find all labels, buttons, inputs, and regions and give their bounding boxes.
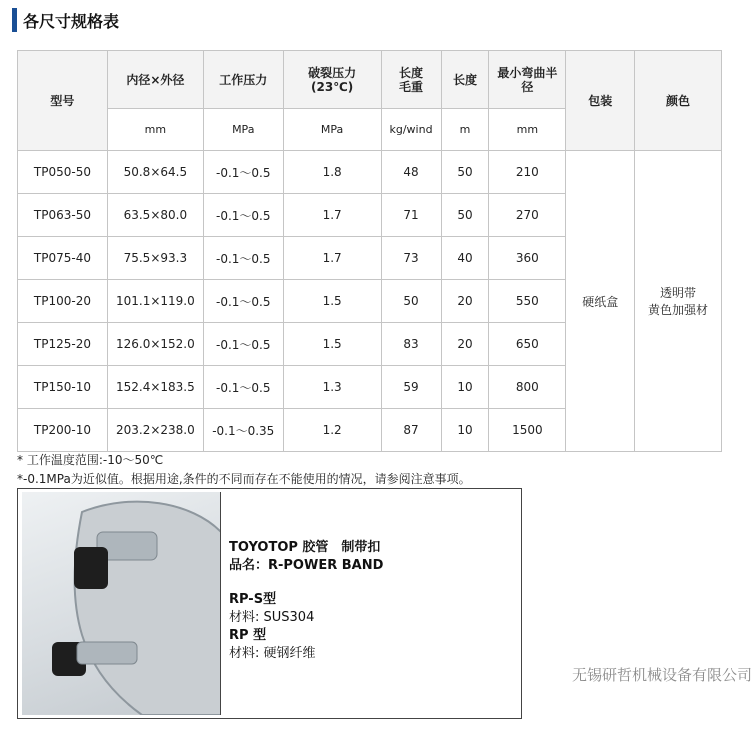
cell-working-pressure: -0.1～0.5 bbox=[203, 366, 283, 409]
notes bbox=[17, 451, 471, 489]
cell-working-pressure: -0.1～0.5 bbox=[203, 280, 283, 323]
cell-model: TP125-20 bbox=[18, 323, 108, 366]
header-length: 长度 bbox=[441, 51, 489, 109]
model-rp-s: RP-S型 bbox=[229, 592, 277, 607]
cell-bend-radius: 210 bbox=[489, 151, 566, 194]
material-rp-s: 材料: SUS304 bbox=[229, 610, 315, 625]
cell-diameter: 152.4×183.5 bbox=[107, 366, 203, 409]
cell-bend-radius: 650 bbox=[489, 323, 566, 366]
cell-model: TP050-50 bbox=[18, 151, 108, 194]
cell-model: TP063-50 bbox=[18, 194, 108, 237]
cell-weight: 87 bbox=[381, 409, 441, 452]
table-row bbox=[18, 151, 722, 194]
cell-bend-radius: 800 bbox=[489, 366, 566, 409]
header-bend-radius: 最小弯曲半 径 bbox=[489, 51, 566, 109]
header-weight: 长度 毛重 bbox=[381, 51, 441, 109]
spec-table bbox=[17, 50, 722, 452]
cell-burst-pressure: 1.2 bbox=[283, 409, 381, 452]
cell-model: TP100-20 bbox=[18, 280, 108, 323]
header-working-pressure: 工作压力 bbox=[203, 51, 283, 109]
product-name: 品名：R-POWER BAND bbox=[229, 558, 384, 573]
cell-bend-radius: 270 bbox=[489, 194, 566, 237]
cell-model: TP075-40 bbox=[18, 237, 108, 280]
cell-working-pressure: -0.1～0.35 bbox=[203, 409, 283, 452]
unit-working-pressure: MPa bbox=[203, 109, 283, 151]
cell-burst-pressure: 1.5 bbox=[283, 323, 381, 366]
header-color: 颜色 bbox=[635, 51, 722, 151]
note-pressure: *-0.1MPa为近似值。根据用途,条件的不同而存在不能使用的情况，请参阅注意事项。 bbox=[17, 472, 471, 486]
header-model: 型号 bbox=[18, 51, 108, 151]
cell-weight: 83 bbox=[381, 323, 441, 366]
cell-length: 50 bbox=[441, 151, 489, 194]
cell-burst-pressure: 1.8 bbox=[283, 151, 381, 194]
cell-diameter: 203.2×238.0 bbox=[107, 409, 203, 452]
cell-length: 20 bbox=[441, 323, 489, 366]
product-box bbox=[17, 488, 522, 719]
cell-packaging: 硬纸盒 bbox=[566, 151, 635, 452]
material-rp: 材料: 硬钢纤维 bbox=[229, 646, 316, 661]
section-title: 各尺寸规格表 bbox=[23, 11, 120, 31]
header-burst-pressure: 破裂压力 (23℃) bbox=[283, 51, 381, 109]
cell-length: 10 bbox=[441, 366, 489, 409]
cell-bend-radius: 1500 bbox=[489, 409, 566, 452]
title-accent-bar bbox=[12, 8, 17, 32]
cell-burst-pressure: 1.7 bbox=[283, 194, 381, 237]
product-description bbox=[229, 539, 383, 663]
hose-clamp-illustration bbox=[22, 492, 221, 715]
unit-diameter: mm bbox=[107, 109, 203, 151]
header-diameter: 内径×外径 bbox=[107, 51, 203, 109]
note-temperature: * 工作温度范围:-10～50℃ bbox=[17, 453, 164, 467]
product-brand-line: TOYOTOP 胶管 制带扣 bbox=[229, 540, 381, 555]
cell-working-pressure: -0.1～0.5 bbox=[203, 237, 283, 280]
product-photo bbox=[22, 492, 221, 715]
cell-weight: 71 bbox=[381, 194, 441, 237]
unit-bend-radius: mm bbox=[489, 109, 566, 151]
cell-bend-radius: 360 bbox=[489, 237, 566, 280]
cell-weight: 48 bbox=[381, 151, 441, 194]
cell-weight: 59 bbox=[381, 366, 441, 409]
cell-length: 50 bbox=[441, 194, 489, 237]
cell-weight: 73 bbox=[381, 237, 441, 280]
cell-model: TP200-10 bbox=[18, 409, 108, 452]
cell-burst-pressure: 1.7 bbox=[283, 237, 381, 280]
cell-diameter: 63.5×80.0 bbox=[107, 194, 203, 237]
cell-burst-pressure: 1.3 bbox=[283, 366, 381, 409]
cell-bend-radius: 550 bbox=[489, 280, 566, 323]
cell-length: 10 bbox=[441, 409, 489, 452]
cell-weight: 50 bbox=[381, 280, 441, 323]
unit-weight: kg/wind bbox=[381, 109, 441, 151]
cell-length: 20 bbox=[441, 280, 489, 323]
cell-working-pressure: -0.1～0.5 bbox=[203, 323, 283, 366]
cell-length: 40 bbox=[441, 237, 489, 280]
cell-color: 透明带 黄色加强材 bbox=[635, 151, 722, 452]
cell-diameter: 75.5×93.3 bbox=[107, 237, 203, 280]
cell-diameter: 101.1×119.0 bbox=[107, 280, 203, 323]
cell-diameter: 126.0×152.0 bbox=[107, 323, 203, 366]
cell-working-pressure: -0.1～0.5 bbox=[203, 194, 283, 237]
model-rp: RP 型 bbox=[229, 628, 267, 643]
unit-burst-pressure: MPa bbox=[283, 109, 381, 151]
header-packaging: 包装 bbox=[566, 51, 635, 151]
cell-diameter: 50.8×64.5 bbox=[107, 151, 203, 194]
cell-model: TP150-10 bbox=[18, 366, 108, 409]
cell-working-pressure: -0.1～0.5 bbox=[203, 151, 283, 194]
cell-burst-pressure: 1.5 bbox=[283, 280, 381, 323]
section-header bbox=[12, 8, 119, 32]
unit-length: m bbox=[441, 109, 489, 151]
company-watermark: 无锡研哲机械设备有限公司 bbox=[571, 666, 752, 684]
